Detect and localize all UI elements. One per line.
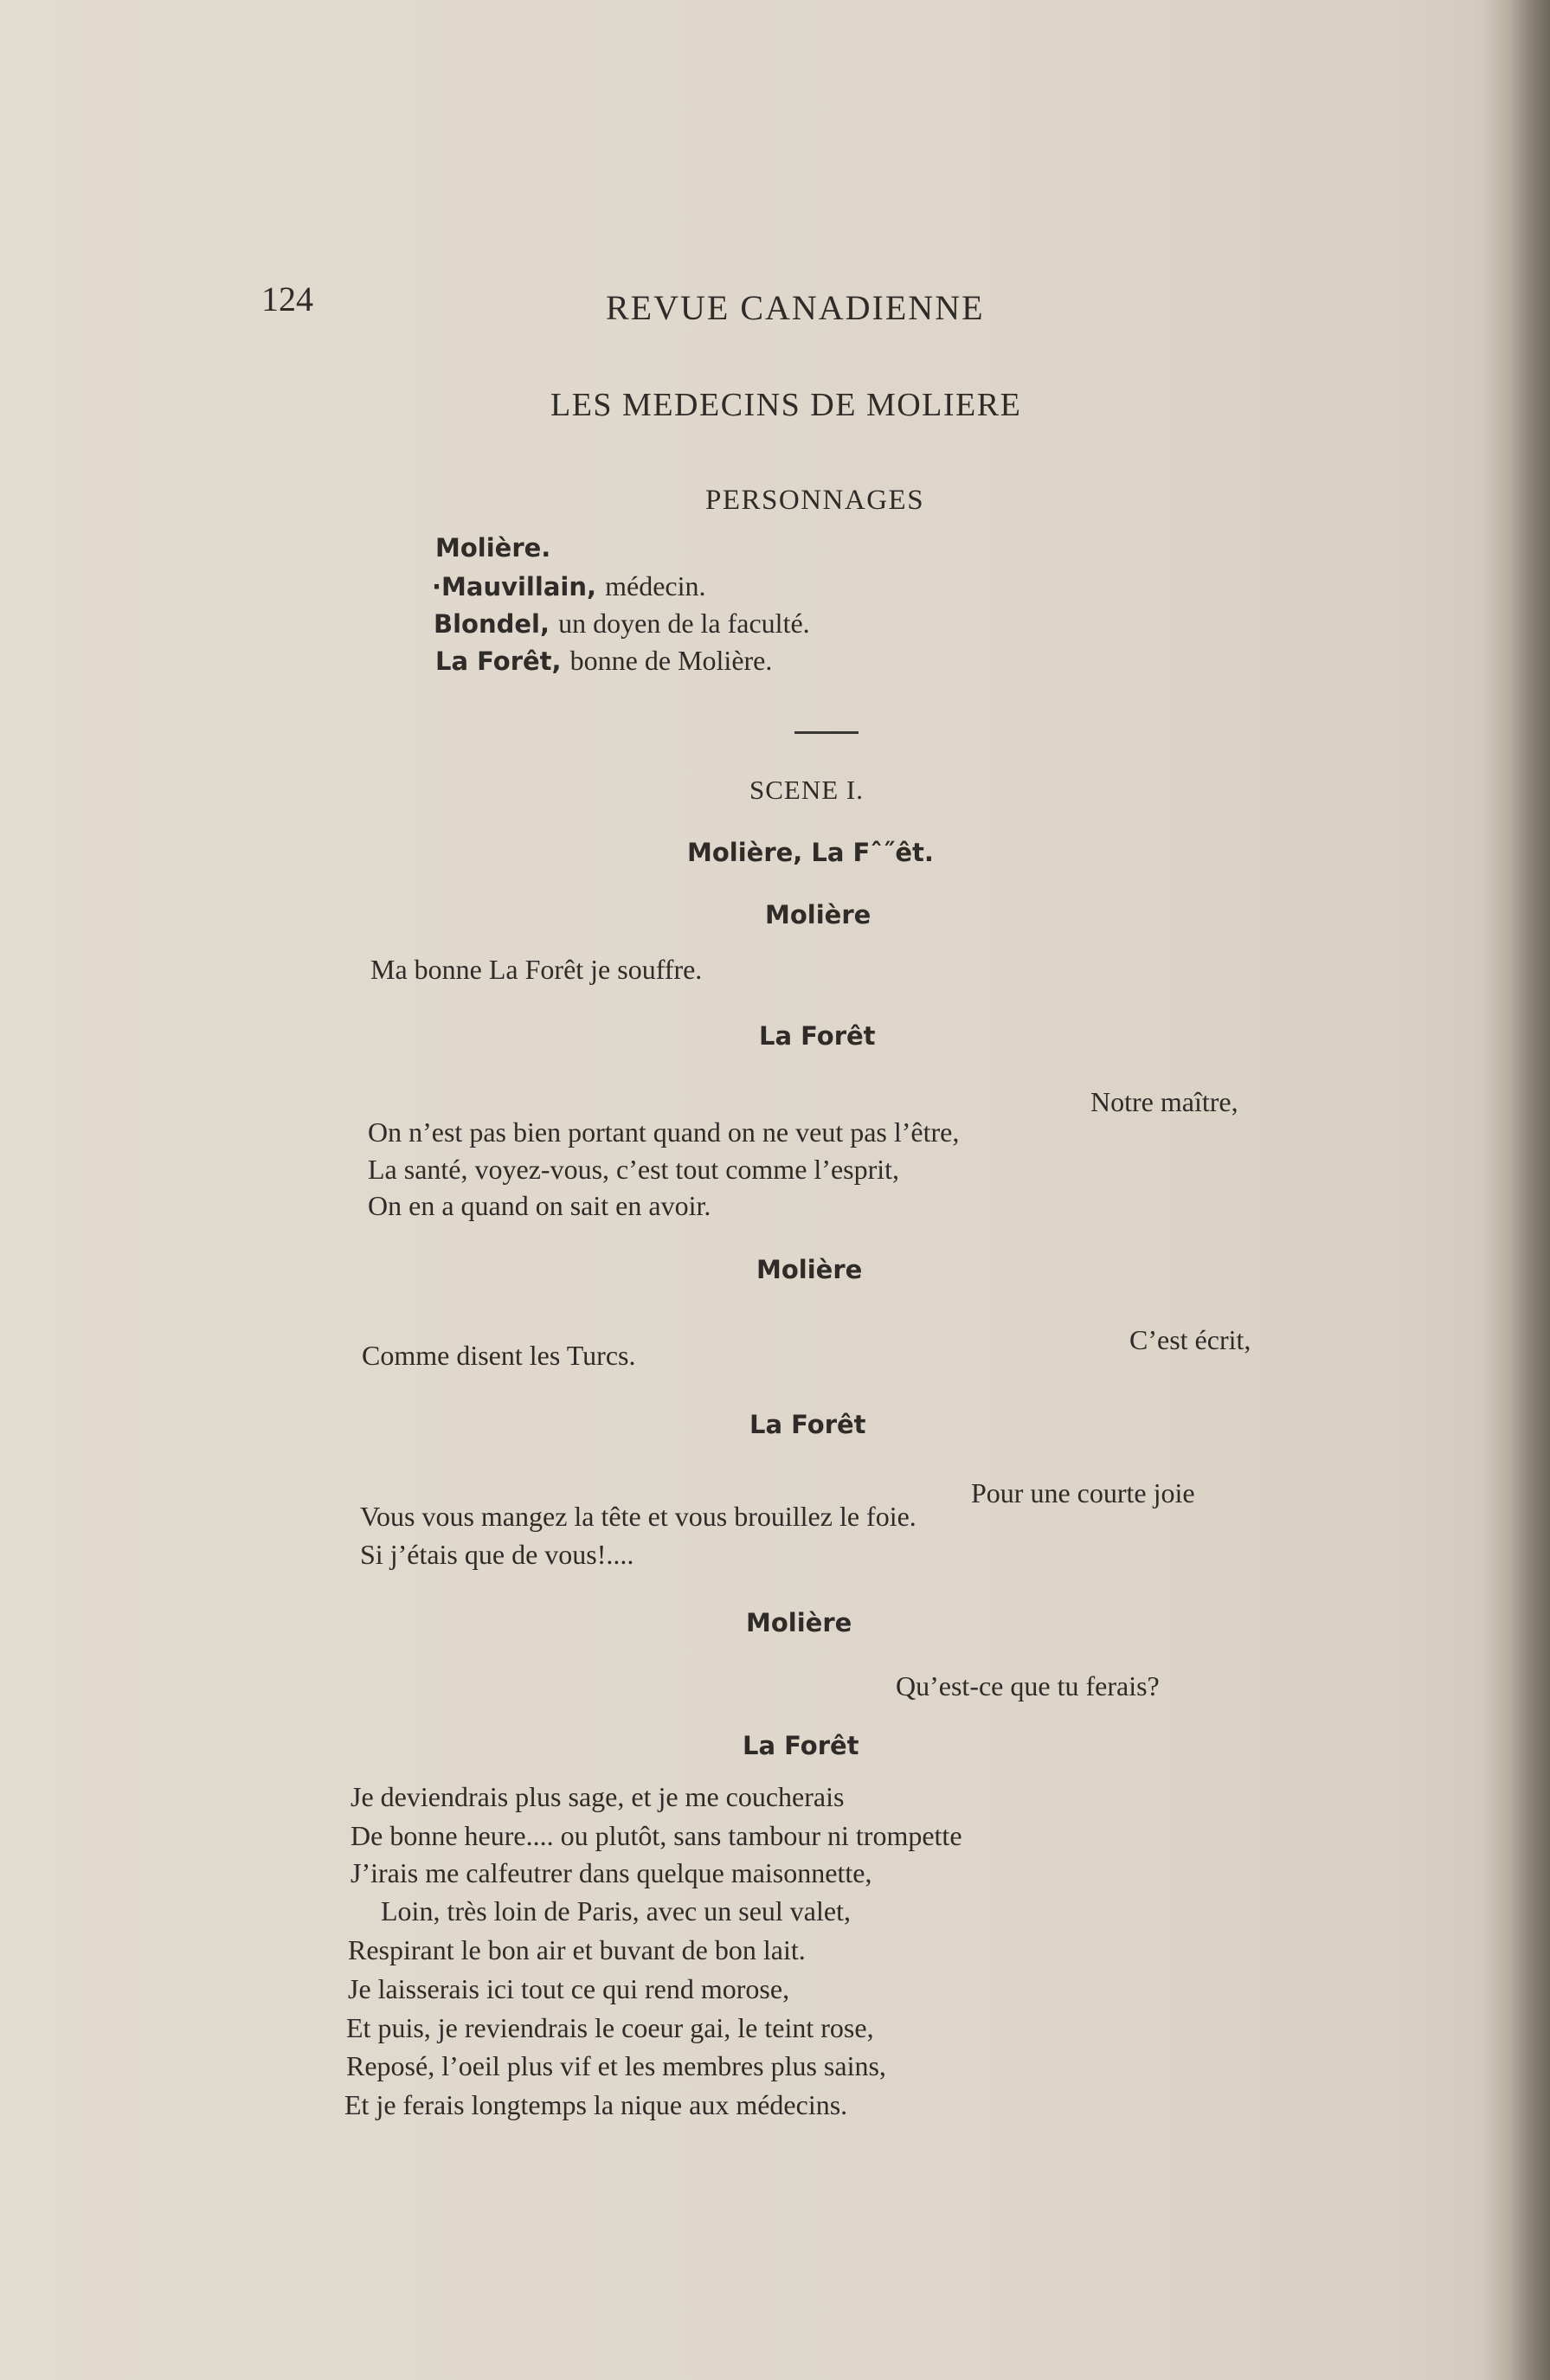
- verse-line: Notre maître,: [1090, 1086, 1238, 1117]
- character-description: un doyen de la faculté.: [558, 608, 810, 639]
- character-name: ·Mauvillain,: [432, 572, 596, 601]
- verse-line: J’irais me calfeutrer dans quelque maisonnette,: [351, 1857, 872, 1888]
- speaker-label: La Forêt: [749, 1410, 866, 1439]
- speaker-label: Molière: [746, 1608, 852, 1637]
- speaker-label: La Forêt: [759, 1021, 876, 1051]
- character-name: La Forêt,: [435, 646, 562, 676]
- character-name: Blondel,: [434, 609, 550, 639]
- play-title: LES MEDECINS DE MOLIERE: [550, 387, 1022, 423]
- verse-line: Reposé, l’oeil plus vif et les membres plus sains,: [346, 2050, 886, 2081]
- character-moliere: [435, 533, 550, 563]
- verse-line: Et je ferais longtemps la nique aux médecins.: [344, 2089, 848, 2120]
- scene-cast: Molière, La Fˆ˝êt.: [687, 838, 934, 867]
- verse-line: Je deviendrais plus sage, et je me coucherais: [351, 1781, 845, 1812]
- verse-line: Ma bonne La Forêt je souffre.: [370, 954, 703, 985]
- speaker-label: Molière: [765, 900, 871, 929]
- running-title: REVUE CANADIENNE: [606, 288, 985, 327]
- verse-line: On n’est pas bien portant quand on ne veut pas l’être,: [368, 1116, 960, 1148]
- verse-line: De bonne heure.... ou plutôt, sans tambour ni trompette: [351, 1820, 962, 1851]
- verse-line: Qu’est-ce que tu ferais?: [896, 1670, 1160, 1701]
- character-blondel: [434, 608, 810, 640]
- section-divider: [794, 731, 859, 734]
- verse-line: Je laisserais ici tout ce qui rend morose,: [348, 1973, 790, 2004]
- verse-line: C’est écrit,: [1129, 1324, 1251, 1355]
- personnages-heading: PERSONNAGES: [705, 485, 925, 516]
- verse-line: Vous vous mangez la tête et vous brouillez le foie.: [360, 1501, 916, 1532]
- character-name: Molière.: [435, 533, 551, 563]
- verse-line: Comme disent les Turcs.: [362, 1340, 636, 1371]
- verse-line: La santé, voyez-vous, c’est tout comme l’esprit,: [368, 1154, 900, 1185]
- character-description: médecin.: [605, 570, 706, 601]
- verse-line: Pour une courte joie: [971, 1477, 1195, 1508]
- verse-line: On en a quand on sait en avoir.: [368, 1190, 711, 1221]
- scene-heading: SCENE I.: [749, 775, 864, 805]
- character-mauvillain: [432, 570, 706, 602]
- page-number: 124: [261, 280, 313, 318]
- verse-line: Si j’étais que de vous!....: [360, 1539, 634, 1570]
- character-description: bonne de Molière.: [569, 645, 773, 676]
- book-spine-shadow: [1481, 0, 1550, 2380]
- speaker-label: La Forêt: [743, 1731, 859, 1760]
- verse-line: Respirant le bon air et buvant de bon lait.: [348, 1934, 806, 1965]
- speaker-label: Molière: [756, 1255, 863, 1284]
- verse-line: Et puis, je reviendrais le coeur gai, le teint rose,: [346, 2012, 874, 2043]
- verse-line: Loin, très loin de Paris, avec un seul valet,: [381, 1895, 851, 1927]
- character-la-foret: [435, 645, 772, 677]
